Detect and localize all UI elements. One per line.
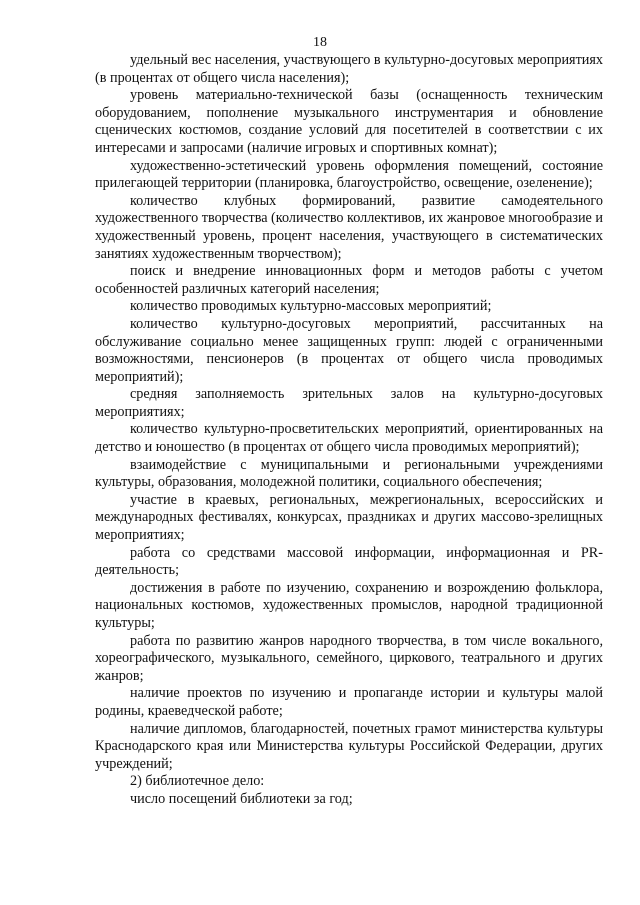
document-body [95,52,603,809]
page-number: 18 [313,35,327,50]
paragraph: удельный вес населения, участвующего в культурно-досуговых мероприятиях (в процентах от общего числа населения); [95,52,603,86]
paragraph: число посещений библиотеки за год; [130,790,353,807]
paragraph: поиск и внедрение инновационных форм и методов работы с учетом особенностей различных категорий населения; [95,263,603,297]
paragraph: количество культурно-просветительских мероприятий, ориентированных на детство и юношество (в процентах от общего числа проводимых мероприятий); [95,421,603,456]
paragraph: работа со средствами массовой информации, информационная и PR-деятельность; [95,544,603,579]
paragraph: работа по развитию жанров народного творчества, в том числе вокального, хореографического, музыкального, семейного, циркового, театрального и других жанров; [95,632,603,684]
paragraph: наличие проектов по изучению и пропаганде истории и культуры малой родины, краеведческой работе; [95,685,603,719]
paragraph: достижения в работе по изучению, сохранению и возрождению фольклора, национальных костюмов, художественных промыслов, народной традиционной культуры; [95,579,603,631]
paragraph: количество культурно-досуговых мероприятий, рассчитанных на обслуживание социально менее защищенных групп: людей с ограниченными возможностями, пенсионеров (в процентах от общего числа проводимых мероприятий); [95,315,603,385]
paragraph: участие в краевых, региональных, межрегиональных, всероссийских и международных фестивалях, конкурсах, праздниках и других массово-зрелищных мероприятиях; [95,491,603,544]
paragraph: средняя заполняемость зрительных залов на культурно-досуговых мероприятиях; [95,386,603,420]
paragraph: количество проводимых культурно-массовых мероприятий; [130,298,492,315]
paragraph: наличие дипломов, благодарностей, почетных грамот министерства культуры Краснодарского края или Министерства культуры Российской Федерации, других учреждений; [95,720,603,772]
paragraph: художественно-эстетический уровень оформления помещений, состояние прилегающей территории (планировка, благоустройство, освещение, озеленение); [95,157,603,192]
section-heading: 2) библиотечное дело: [130,773,265,790]
paragraph: взаимодействие с муниципальными и региональными учреждениями культуры, образования, молодежной политики, социального обеспечения; [95,456,603,491]
paragraph: количество клубных формирований, развитие самодеятельного художественного творчества (количество коллективов, их жанровое многообразие и художественный уровень, процент населения, участвующего в систематических занятиях художественным творчеством); [95,192,603,262]
paragraph: уровень материально-технической базы (оснащенность техническим оборудованием, пополнение музыкального инструментария и обновление сценических костюмов, создание условий для посетителей в соответствии с их интересами и запросами (наличие игровых и спортивных комнат); [95,87,603,156]
